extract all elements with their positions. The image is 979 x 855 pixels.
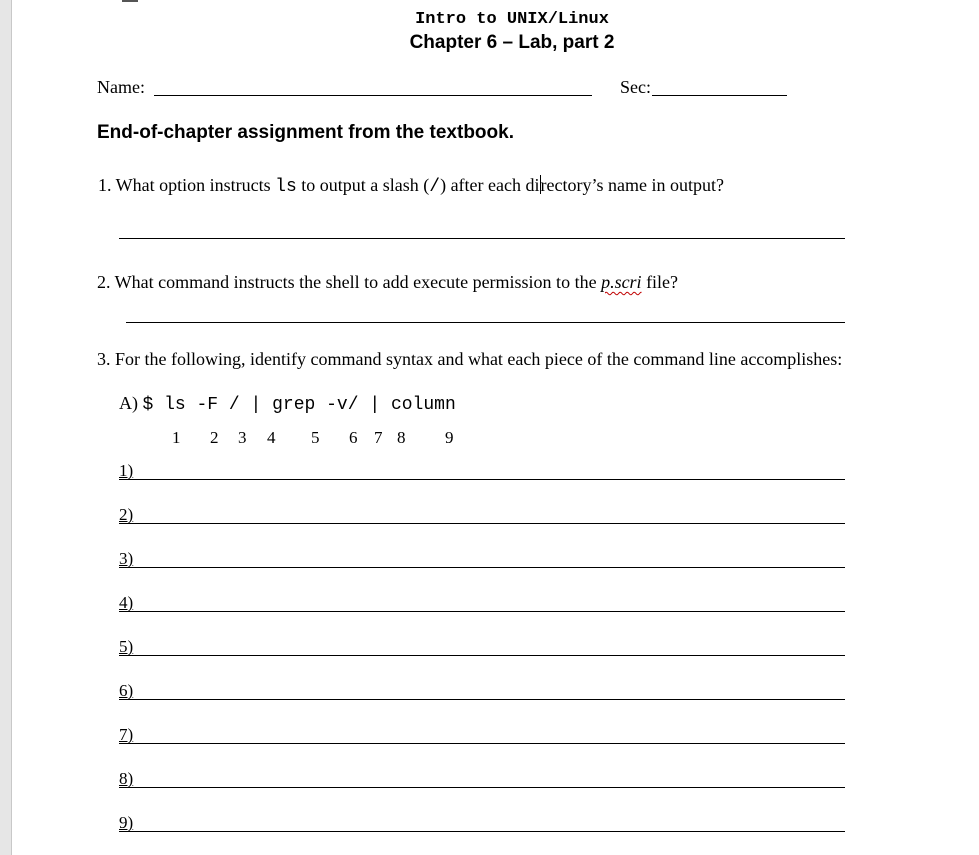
document-page bbox=[11, 0, 979, 855]
answer-label: 6) bbox=[119, 681, 134, 700]
document-subtitle: Chapter 6 – Lab, part 2 bbox=[409, 32, 615, 53]
answer-line[interactable] bbox=[119, 567, 845, 568]
command-piece-number: 6 bbox=[349, 428, 358, 447]
sec-label: Sec: bbox=[620, 77, 651, 97]
answer-label: 3) bbox=[119, 549, 134, 568]
answer-line[interactable] bbox=[119, 831, 845, 832]
command-piece-number: 8 bbox=[397, 428, 406, 447]
sec-field-line[interactable] bbox=[652, 95, 787, 96]
answer-line[interactable] bbox=[119, 655, 845, 656]
question-1-text-end-a: ) after each di bbox=[440, 175, 540, 195]
part-a-label: A) bbox=[119, 393, 143, 413]
command-piece-number: 4 bbox=[267, 428, 276, 447]
question-2 bbox=[97, 272, 678, 293]
answer-label: 2) bbox=[119, 505, 134, 524]
command-piece-number: 1 bbox=[172, 428, 181, 447]
name-label: Name: bbox=[97, 77, 145, 97]
answer-line[interactable] bbox=[119, 523, 845, 524]
question-1-code-ls: ls bbox=[275, 177, 297, 197]
answer-label: 4) bbox=[119, 593, 134, 612]
answer-label: 1) bbox=[119, 461, 134, 480]
question-1 bbox=[98, 175, 724, 197]
question-1-text-middle: to output a slash ( bbox=[296, 175, 430, 195]
answer-line[interactable] bbox=[119, 611, 845, 612]
part-a-command: $ ls -F / | grep -v/ | column bbox=[142, 395, 456, 415]
answer-label: 8) bbox=[119, 769, 134, 788]
section-heading: End-of-chapter assignment from the textbook. bbox=[97, 122, 514, 143]
answer-label: 5) bbox=[119, 637, 134, 656]
question-2-answer-line[interactable] bbox=[126, 322, 845, 323]
question-3-part-a bbox=[119, 393, 456, 415]
command-piece-number: 3 bbox=[238, 428, 247, 447]
question-1-text-end-b: rectory’s name in output? bbox=[540, 175, 724, 195]
question-1-text: 1. What option instructs bbox=[98, 175, 276, 195]
question-1-answer-line[interactable] bbox=[119, 238, 845, 239]
name-field-line[interactable] bbox=[154, 95, 592, 96]
question-2-text: 2. What command instructs the shell to add execute permission to the bbox=[97, 272, 602, 292]
answer-label: 9) bbox=[119, 813, 134, 832]
answer-line[interactable] bbox=[119, 699, 845, 700]
answer-line[interactable] bbox=[119, 743, 845, 744]
page-corner-mark bbox=[122, 0, 138, 2]
command-piece-number: 5 bbox=[311, 428, 320, 447]
command-piece-number: 2 bbox=[210, 428, 219, 447]
answer-line[interactable] bbox=[119, 479, 845, 480]
question-1-code-slash: / bbox=[429, 177, 441, 197]
command-piece-number: 7 bbox=[374, 428, 383, 447]
question-2-text-end: file? bbox=[641, 272, 679, 292]
document-title: Intro to UNIX/Linux bbox=[415, 10, 609, 29]
answer-line[interactable] bbox=[119, 787, 845, 788]
answer-label: 7) bbox=[119, 725, 134, 744]
question-3: 3. For the following, identify command syntax and what each piece of the command line accomplishes: bbox=[97, 349, 843, 369]
question-2-filename: p.scri bbox=[601, 272, 642, 292]
command-piece-number: 9 bbox=[445, 428, 454, 447]
